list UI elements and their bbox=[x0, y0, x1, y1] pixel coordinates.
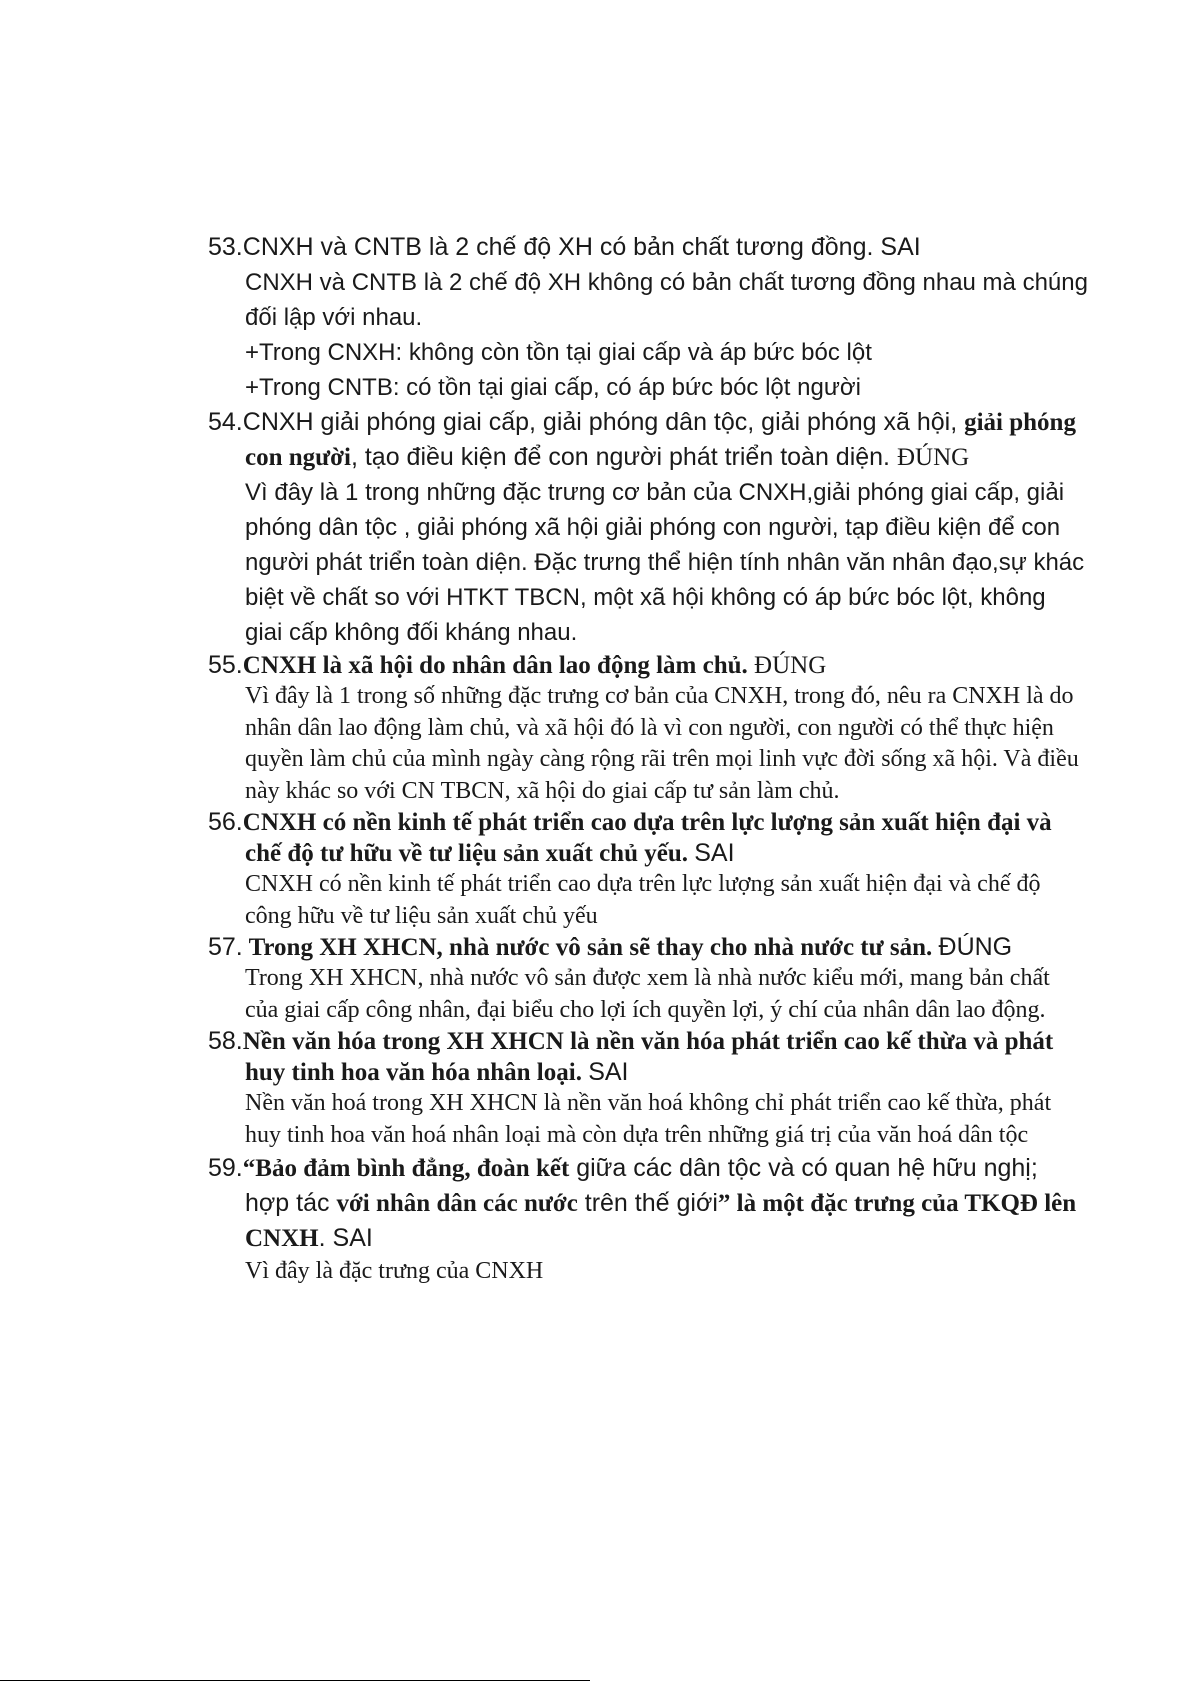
question-text: CNXH là xã hội do nhân dân lao động làm chủ. bbox=[242, 652, 748, 679]
answer-label: ĐÚNG bbox=[938, 933, 1013, 961]
item-number: 59. bbox=[208, 1154, 243, 1182]
item-57 bbox=[208, 932, 1088, 1026]
answer-label: SAI bbox=[694, 839, 735, 867]
question-text-part2: , tạo điều kiện để con người phát triển toàn diện. bbox=[350, 443, 891, 471]
answer-label: ĐÚNG bbox=[896, 444, 970, 471]
question-54 bbox=[208, 405, 1088, 475]
answer-label: SAI bbox=[588, 1058, 629, 1086]
item-number: 55. bbox=[208, 651, 243, 679]
question-text-bold2: với nhân dân các nước bbox=[336, 1190, 578, 1217]
explanation-58: Nền văn hoá trong XH XHCN là nền văn hoá không chỉ phát triển cao kế thừa, phát huy tinh hoa văn hoá nhân loại mà còn dựa trên những giá trị của văn hoá dân tộc bbox=[245, 1090, 1052, 1148]
question-text-bold: giải phóng con người bbox=[245, 409, 1076, 471]
item-number: 54. bbox=[208, 408, 243, 436]
explanation-59: Vì đây là đặc trưng của CNXH bbox=[245, 1258, 544, 1284]
item-59 bbox=[208, 1151, 1088, 1288]
footer-rule bbox=[0, 1680, 590, 1681]
question-58 bbox=[208, 1026, 1088, 1088]
item-number: 57. bbox=[208, 933, 243, 961]
question-text: Nền văn hóa trong XH XHCN là nền văn hóa phát triển cao kế thừa và phát huy tinh hoa văn hóa nhân loại. bbox=[242, 1028, 1054, 1086]
item-56 bbox=[208, 807, 1088, 932]
explanation-53-line2: +Trong CNXH: không còn tồn tại giai cấp và áp bức bóc lột bbox=[245, 339, 872, 366]
question-text-plain2: trên thế giới bbox=[577, 1189, 718, 1217]
explanation-54: Vì đây là 1 trong những đặc trưng cơ bản của CNXH,giải phóng giai cấp, giải phóng dân tộc , giải phóng xã hội giải phóng con người, tạp điều kiện để con người phát triển toàn diện. Đặc trưng thể hiện tính nhân văn nhân đạo,sự khác biệt về chất so với HTKT TBCN, một xã hội không có áp bức bóc lột, không giai cấp không đối kháng nhau. bbox=[245, 479, 1085, 646]
question-57 bbox=[208, 932, 1088, 963]
item-number: 56. bbox=[208, 808, 243, 836]
question-text-bold3: ” là một đặc trưng của TKQĐ lên CNXH bbox=[245, 1190, 1077, 1252]
question-53 bbox=[208, 230, 1088, 265]
answer-label: SAI bbox=[880, 233, 921, 261]
explanation-57: Trong XH XHCN, nhà nước vô sản được xem là nhà nước kiểu mới, mang bản chất của giai cấp công nhân, đại biểu cho lợi ích quyền lợi, ý chí của nhân dân lao động. bbox=[245, 965, 1050, 1023]
answer-prefix: . bbox=[318, 1224, 326, 1252]
question-text-plain1: giữa các dân tộc và có quan hệ hữu nghị; hợp tác bbox=[245, 1154, 1038, 1217]
explanation-55: Vì đây là 1 trong số những đặc trưng cơ bản của CNXH, trong đó, nêu ra CNXH là do nhân dân lao động làm chủ, và xã hội đó là vì con người, con người có thể thực hiện quyền làm chủ của mình ngày càng rộng rãi trên mọi linh vực đời sống xã hội. Và điều này khác so với CN TBCN, xã hội do giai cấp tư sản làm chủ. bbox=[245, 683, 1079, 804]
question-text: CNXH và CNTB là 2 chế độ XH có bản chất tương đồng. bbox=[242, 233, 874, 261]
question-text: Trong XH XHCN, nhà nước vô sản sẽ thay cho nhà nước tư sản. bbox=[248, 934, 933, 961]
item-number: 58. bbox=[208, 1027, 243, 1055]
item-58 bbox=[208, 1026, 1088, 1151]
item-number: 53. bbox=[208, 233, 243, 261]
question-55 bbox=[208, 650, 1088, 681]
item-53 bbox=[208, 230, 1088, 405]
question-text-bold1: “Bảo đảm bình đẳng, đoàn kết bbox=[242, 1155, 570, 1182]
question-59 bbox=[208, 1151, 1088, 1256]
explanation-53-line1: CNXH và CNTB là 2 chế độ XH không có bản chất tương đồng nhau mà chúng đối lập với nhau. bbox=[245, 269, 1088, 331]
answer-label: ĐÚNG bbox=[754, 652, 827, 679]
explanation-53-line3: +Trong CNTB: có tồn tại giai cấp, có áp bức bóc lột người bbox=[245, 374, 861, 401]
question-56 bbox=[208, 807, 1088, 869]
document-content bbox=[208, 230, 1088, 1288]
item-55 bbox=[208, 650, 1088, 807]
question-text: CNXH có nền kinh tế phát triển cao dựa trên lực lượng sản xuất hiện đại và chế độ tư hữu về tư liệu sản xuất chủ yếu. bbox=[242, 809, 1052, 867]
answer-label: SAI bbox=[332, 1224, 373, 1252]
question-text-part1: CNXH giải phóng giai cấp, giải phóng dân tộc, giải phóng xã hội, bbox=[242, 408, 965, 436]
explanation-56: CNXH có nền kinh tế phát triển cao dựa trên lực lượng sản xuất hiện đại và chế độ công hữu về tư liệu sản xuất chủ yếu bbox=[245, 871, 1041, 929]
item-54 bbox=[208, 405, 1088, 650]
